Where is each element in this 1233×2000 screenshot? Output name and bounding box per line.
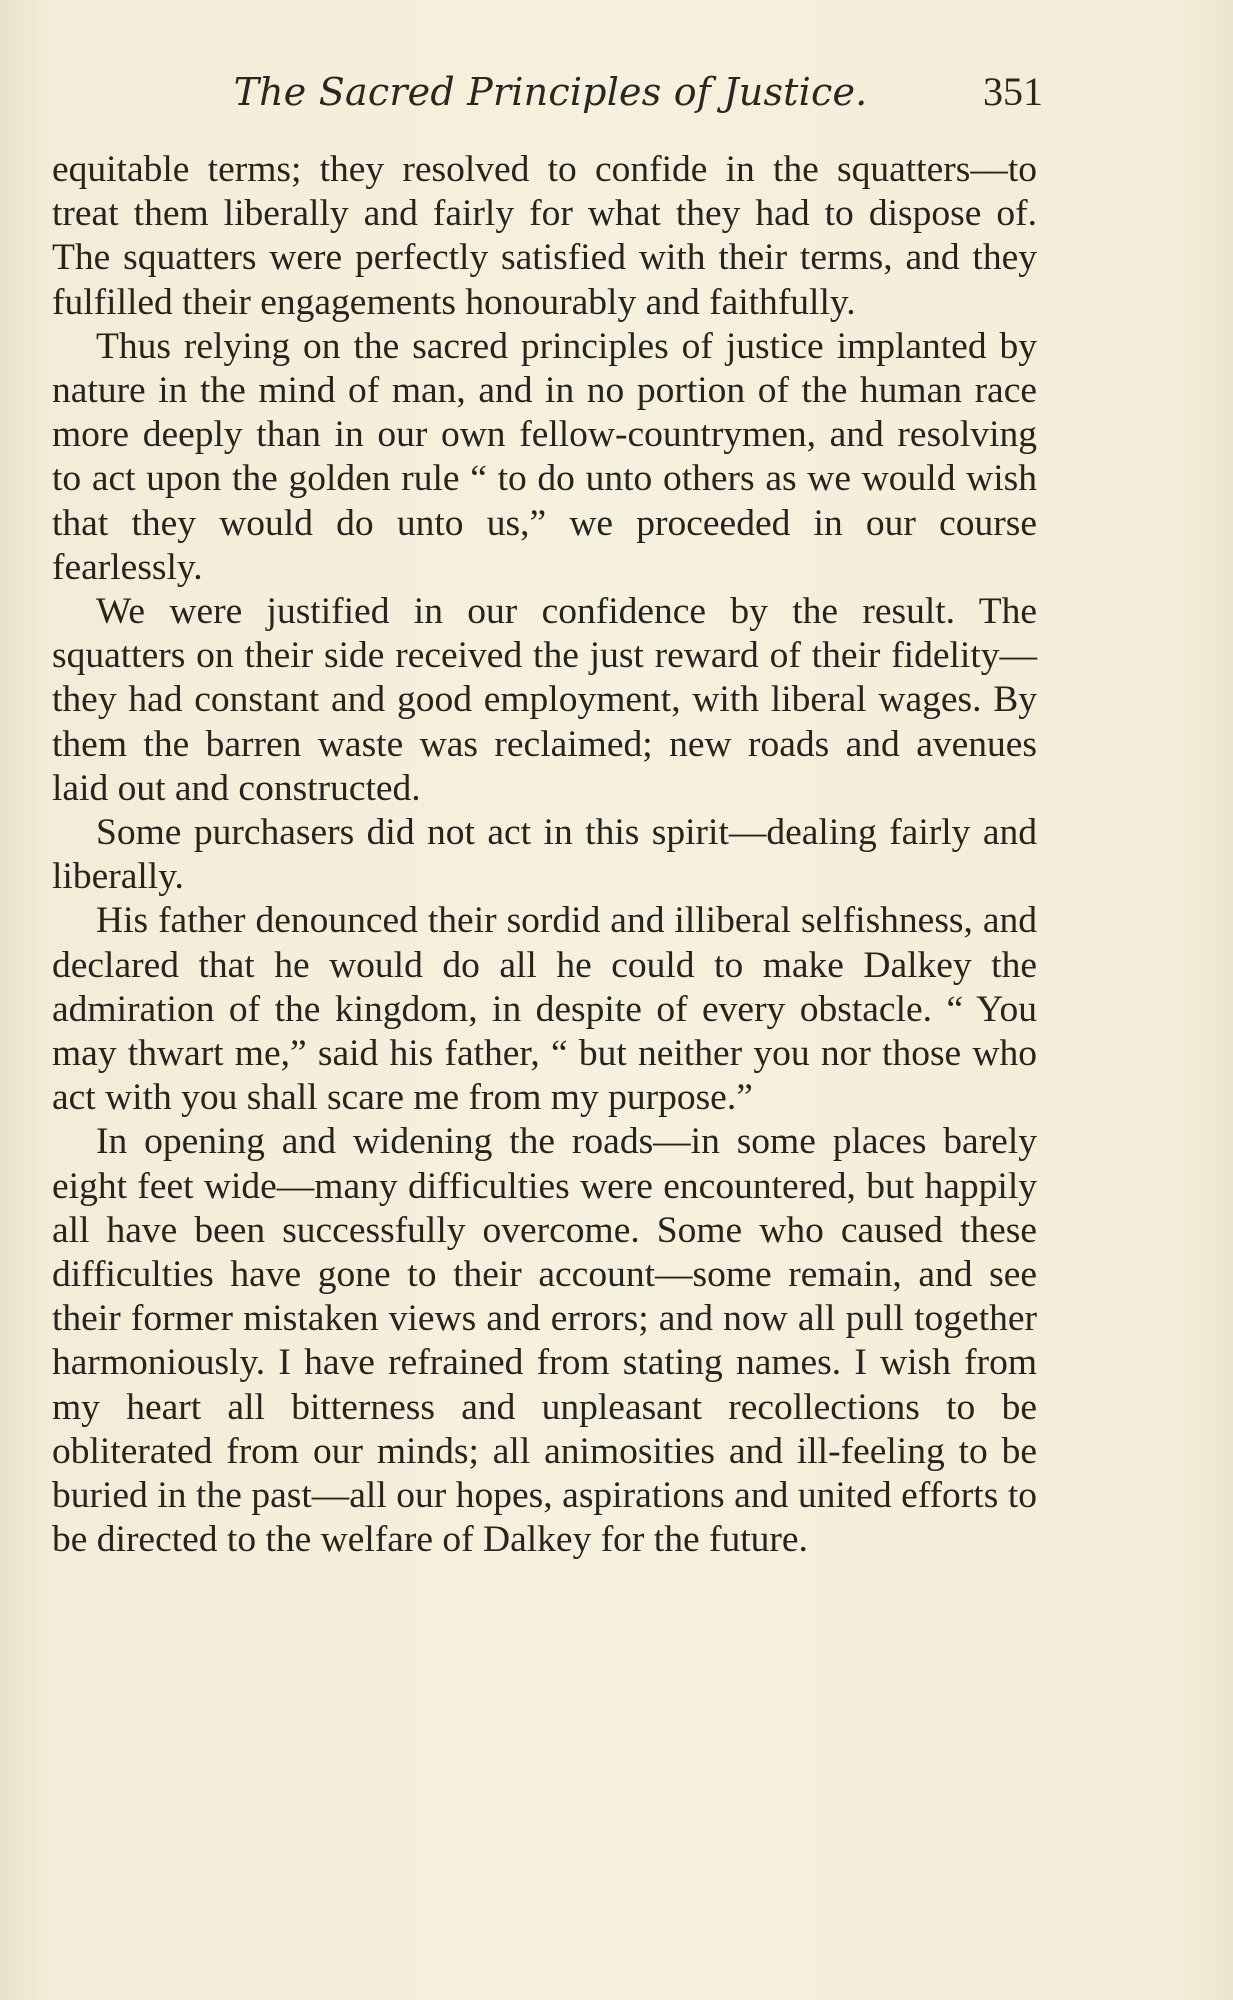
body-text: [52, 148, 1037, 1563]
paragraph-1: equitable terms; they resolved to confide in the squatters—to treat them liberally and fairly for what they had to dispose of. The squatters were perfectly satisfied with their terms, and they fulfilled their engagements honourably and faithfully.: [52, 149, 1037, 323]
page-header: [58, 62, 1043, 122]
running-title: The Sacred Principles of Justice.: [233, 70, 868, 114]
paragraph-2: Thus relying on the sacred principles of justice implanted by nature in the mind of man, and in no portion of the human race more deeply than in our own fellow-countrymen, and resolving to act upon the golden rule “ to do unto others as we would wish that they would do unto us,” we proceeded in our course fearlessly.: [52, 325, 1037, 588]
page-number: 351: [983, 69, 1043, 114]
paragraph-5: His father denounced their sordid and illiberal selfishness, and declared that he would do all he could to make Dalkey the admiration of the kingdom, in despite of every obstacle. “ You may thwart me,” said his father, “ but neither you nor those who act with you shall scare me from my purpose.”: [52, 900, 1037, 1119]
paragraph-3: We were justified in our confidence by the result. The squatters on their side received the just reward of their fidelity—they had constant and good employment, with liberal wages. By them the barren waste was reclaimed; new roads and avenues laid out and constructed.: [52, 591, 1037, 809]
paragraph-4: Some purchasers did not act in this spirit—dealing fairly and liberally.: [52, 812, 1037, 898]
paragraph-6: In opening and widening the roads—in some places barely eight feet wide—many difficulties were encountered, but happily all have been successfully overcome. Some who caused these difficulties have gone to their account—some remain, and see their former mistaken views and errors; and now all pull together harmoniously. I have refrained from stating names. I wish from my heart all bitterness and unpleasant recollections to be obliterated from our minds; all animosities and ill-feeling to be buried in the past—all our hopes, aspirations and united efforts to be directed to the welfare of Dalkey for the future.: [52, 1121, 1037, 1561]
